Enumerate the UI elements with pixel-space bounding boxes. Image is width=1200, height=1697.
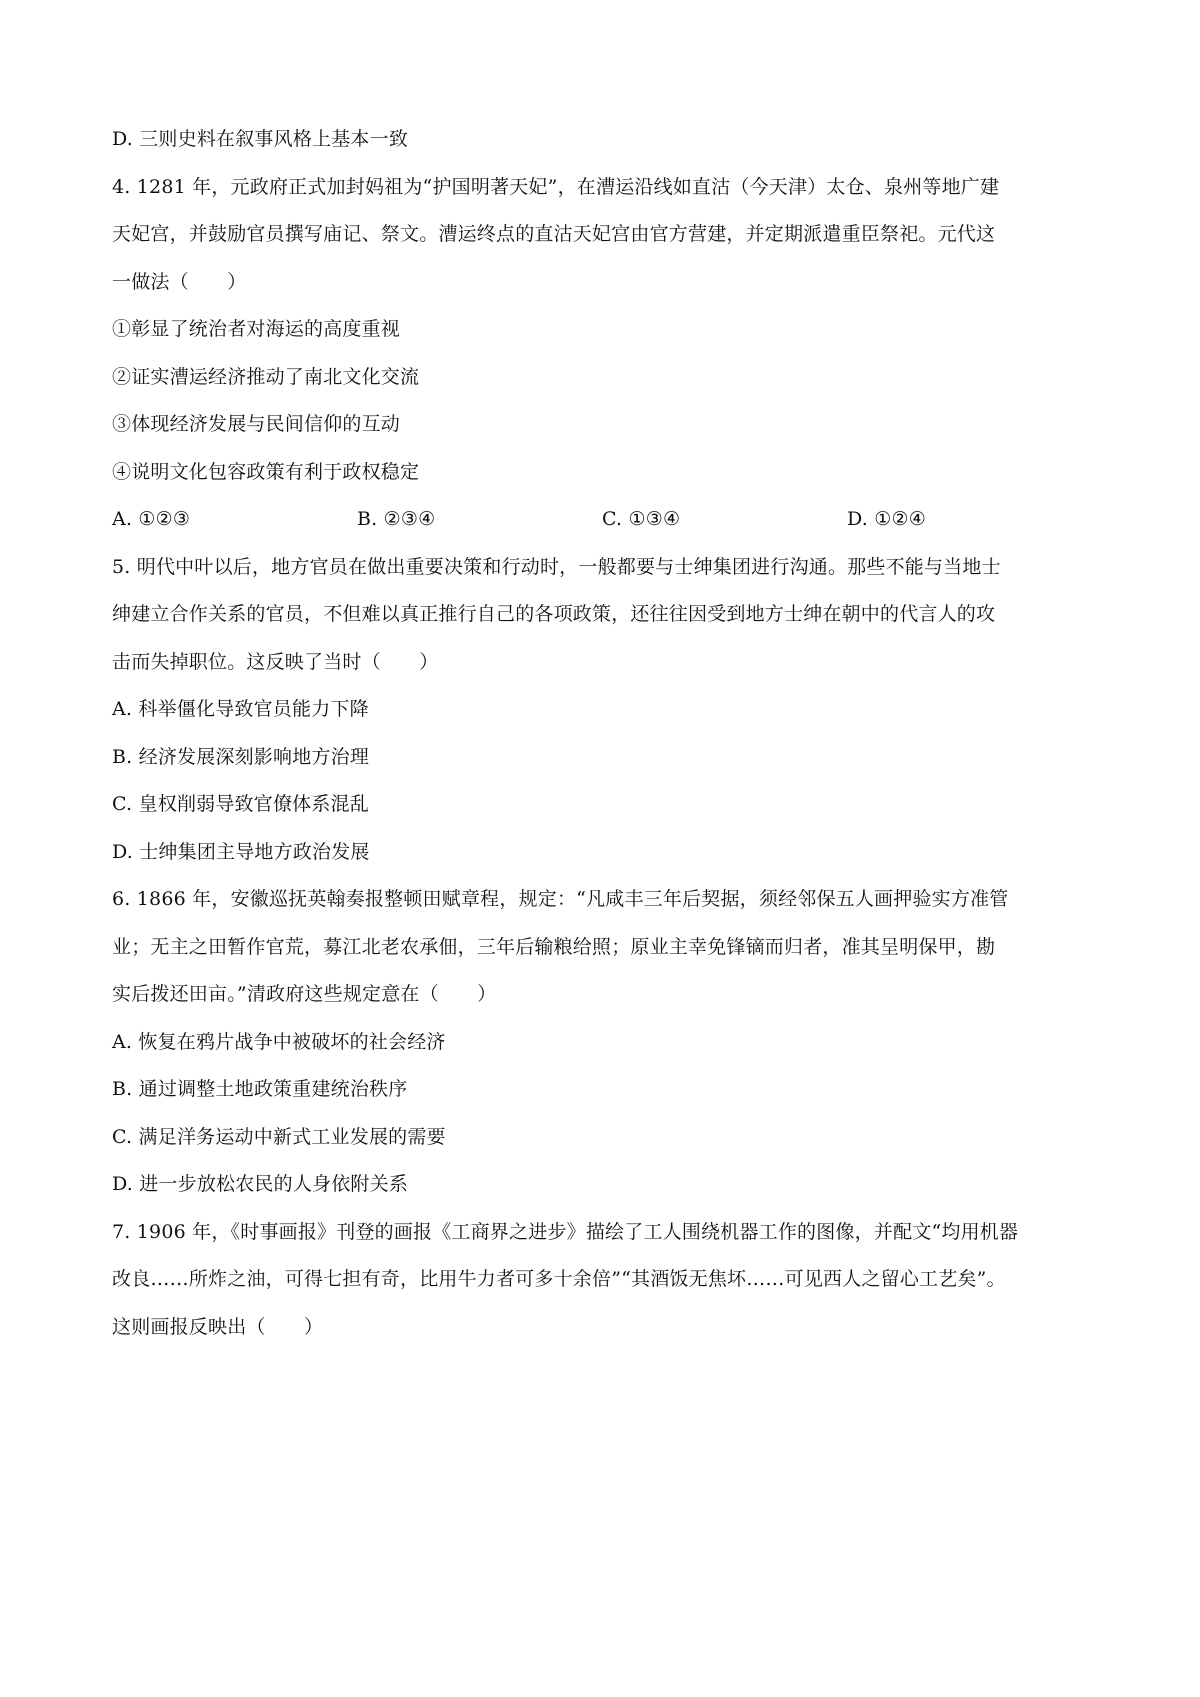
q5-stem-line-1: 5. 明代中叶以后，地方官员在做出重要决策和行动时，一般都要与士绅集团进行沟通。那些不能与当地士 [112,555,1001,578]
q4-stem-line-2: 天妃宫，并鼓励官员撰写庙记、祭文。漕运终点的直沽天妃宫由官方营建，并定期派遣重臣祭祀。元代这 [112,223,996,245]
q4-option-c: C. ①③④ [602,508,681,530]
question-6 [112,876,1102,1209]
q6-stem-line-2: 业；无主之田暂作官荒，募江北老农承佃，三年后输粮给照；原业主幸免锋镝而归者，准其呈明保甲，勘 [112,935,996,958]
q4-option-a: A. ①②③ [112,508,191,530]
q6-stem-line-1: 6. 1866 年，安徽巡抚英翰奏报整顿田赋章程，规定：“凡咸丰三年后契据，须经邻保五人画押验实方准管 [112,888,1009,910]
q4-item-3: ③体现经济发展与民间信仰的互动 [112,413,401,435]
q5-option-d: D. 士绅集团主导地方政治发展 [112,840,370,863]
q6-option-b: B. 通过调整土地政策重建统治秩序 [112,1078,408,1100]
q7-stem-line-1: 7. 1906 年，《时事画报》刊登的画报《工商界之进步》描绘了工人围绕机器工作的图像，并配文“均用机器 [112,1220,1019,1243]
q5-stem-line-2: 绅建立合作关系的官员，不但难以真正推行自己的各项政策，还往往因受到地方士绅在朝中的代言人的攻 [112,603,996,625]
q4-options [112,496,1102,544]
page-content [112,116,1102,1351]
q5-option-c: C. 皇权削弱导致官僚体系混乱 [112,793,369,815]
q6-option-a: A. 恢复在鸦片战争中被破坏的社会经济 [112,1030,446,1053]
q5-option-a: A. 科举僵化导致官员能力下降 [112,698,369,720]
q4-item-1: ①彰显了统治者对海运的高度重视 [112,318,401,340]
question-4 [112,164,1102,544]
q4-stem-line-1: 4. 1281 年，元政府正式加封妈祖为“护国明著天妃”，在漕运沿线如直沽（今天津）太仓、泉州等地广建 [112,175,1000,198]
q7-stem-line-3: 这则画报反映出（ ） [112,1315,324,1338]
q4-option-d: D. ①②④ [847,508,926,530]
q5-stem-line-3: 击而失掉职位。这反映了当时（ ） [112,650,439,673]
q3-option-d: D. 三则史料在叙事风格上基本一致 [112,128,409,150]
q4-item-2: ②证实漕运经济推动了南北文化交流 [112,365,420,388]
question-7 [112,1209,1102,1352]
q4-item-4: ④说明文化包容政策有利于政权稳定 [112,460,420,483]
question-5 [112,544,1102,877]
q5-option-b: B. 经济发展深刻影响地方治理 [112,745,370,768]
q7-stem-line-2: 改良……所炸之油，可得七担有奇，比用牛力者可多十余倍”“其酒饭无焦坏……可见西人之留心工艺矣”。 [112,1268,1006,1290]
q6-stem-line-3: 实后拨还田亩。”清政府这些规定意在（ ） [112,983,497,1005]
q6-option-d: D. 进一步放松农民的人身依附关系 [112,1173,409,1195]
q4-option-b: B. ②③④ [357,508,436,530]
q6-option-c: C. 满足洋务运动中新式工业发展的需要 [112,1125,446,1148]
q4-stem-line-3: 一做法（ ） [112,270,247,293]
